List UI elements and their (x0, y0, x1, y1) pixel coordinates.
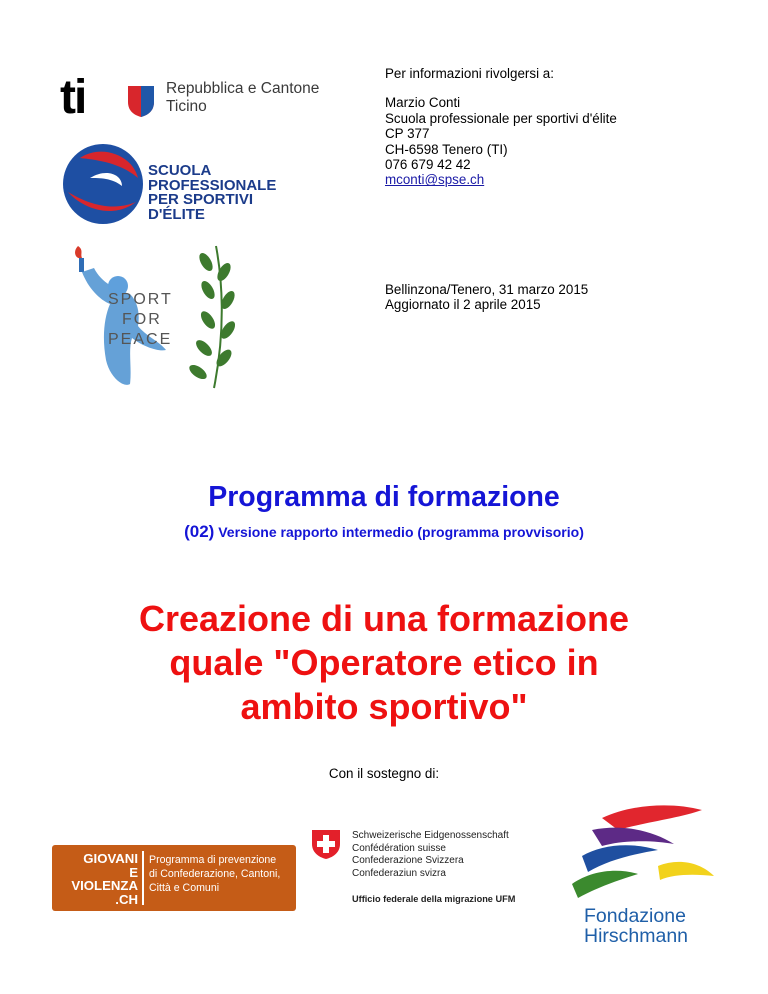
date-block (385, 282, 588, 313)
gv-left-2: E (129, 864, 138, 880)
ticino-shield-icon (126, 84, 156, 118)
version-description: Versione rapporto intermedio (programma provvisorio) (218, 524, 584, 540)
updated-date: Aggiornato il 2 aprile 2015 (385, 297, 541, 313)
sfp-line-1: SPORT (108, 291, 173, 308)
ticino-line-1: Repubblica e Cantone (166, 80, 320, 97)
sport-for-peace-text (108, 290, 173, 350)
spse-line-3: PER SPORTIVI (148, 191, 254, 208)
ch-line-3: Confederazione Svizzera (352, 855, 464, 866)
ticino-logo (60, 72, 350, 122)
heading-line-2: quale "Operatore etico in (169, 642, 599, 683)
hirschmann-line-1: Fondazione (584, 905, 686, 927)
hirschmann-logo (562, 800, 722, 950)
spse-logo (60, 138, 300, 233)
gv-left-4: .CH (115, 891, 138, 907)
ch-line-4: Confederaziun svizra (352, 867, 446, 879)
sfp-line-2: FOR (122, 311, 162, 328)
contact-po-box: CP 377 (385, 126, 430, 142)
ti-mark: ti (60, 71, 86, 124)
contact-name: Marzio Conti (385, 95, 461, 111)
place-date: Bellinzona/Tenero, 31 marzo 2015 (385, 282, 589, 297)
swiss-confederation-logo (310, 828, 540, 908)
heading-line-1: Creazione di una formazione (138, 598, 630, 639)
contact-email-link[interactable]: mconti@spse.ch (385, 172, 485, 188)
spse-emblem-icon (60, 138, 146, 230)
version-number: (02) (184, 522, 215, 541)
giovani-violenza-logo (52, 845, 296, 911)
hirschmann-line-2: Hirschmann (584, 925, 689, 947)
contact-intro: Per informazioni rivolgersi a: (385, 66, 554, 81)
contact-city: CH-6598 Tenero (TI) (385, 141, 508, 157)
gv-right-1: Programma di prevenzione (149, 854, 277, 866)
spse-line-2: PROFESSIONALE (148, 176, 277, 194)
gv-right-2: di Confederazione, Cantoni, (149, 868, 281, 880)
gv-left-3: VIOLENZA (71, 878, 138, 893)
ch-line-2: Confédération suisse (352, 842, 446, 854)
ch-line-1: Schweizerische Eidgenossenschaft (352, 830, 509, 841)
gv-divider (142, 851, 144, 905)
hirschmann-brushstroke-icon (562, 800, 722, 904)
ticino-line-2: Ticino (166, 98, 207, 115)
page-subtitle (0, 522, 768, 542)
heading-line-3: ambito sportivo" (240, 686, 528, 727)
spse-line-1: SCUOLA (148, 162, 212, 179)
contact-organization: Scuola professionale per sportivi d'élite (385, 110, 617, 126)
contact-phone: 076 679 42 42 (385, 157, 471, 173)
contact-block (385, 66, 725, 188)
page-title: Programma di formazione (208, 481, 560, 513)
gv-left-1: GIOVANI (83, 851, 138, 866)
gv-right-3: Città e Comuni (149, 882, 220, 894)
support-label: Con il sostegno di: (328, 766, 440, 781)
swiss-flag-icon (310, 828, 342, 860)
sfp-line-3: PEACE (108, 331, 173, 348)
ch-office: Ufficio federale della migrazione UFM (352, 894, 516, 904)
document-heading (0, 597, 768, 729)
spse-line-4: D'ÉLITE (148, 205, 205, 223)
